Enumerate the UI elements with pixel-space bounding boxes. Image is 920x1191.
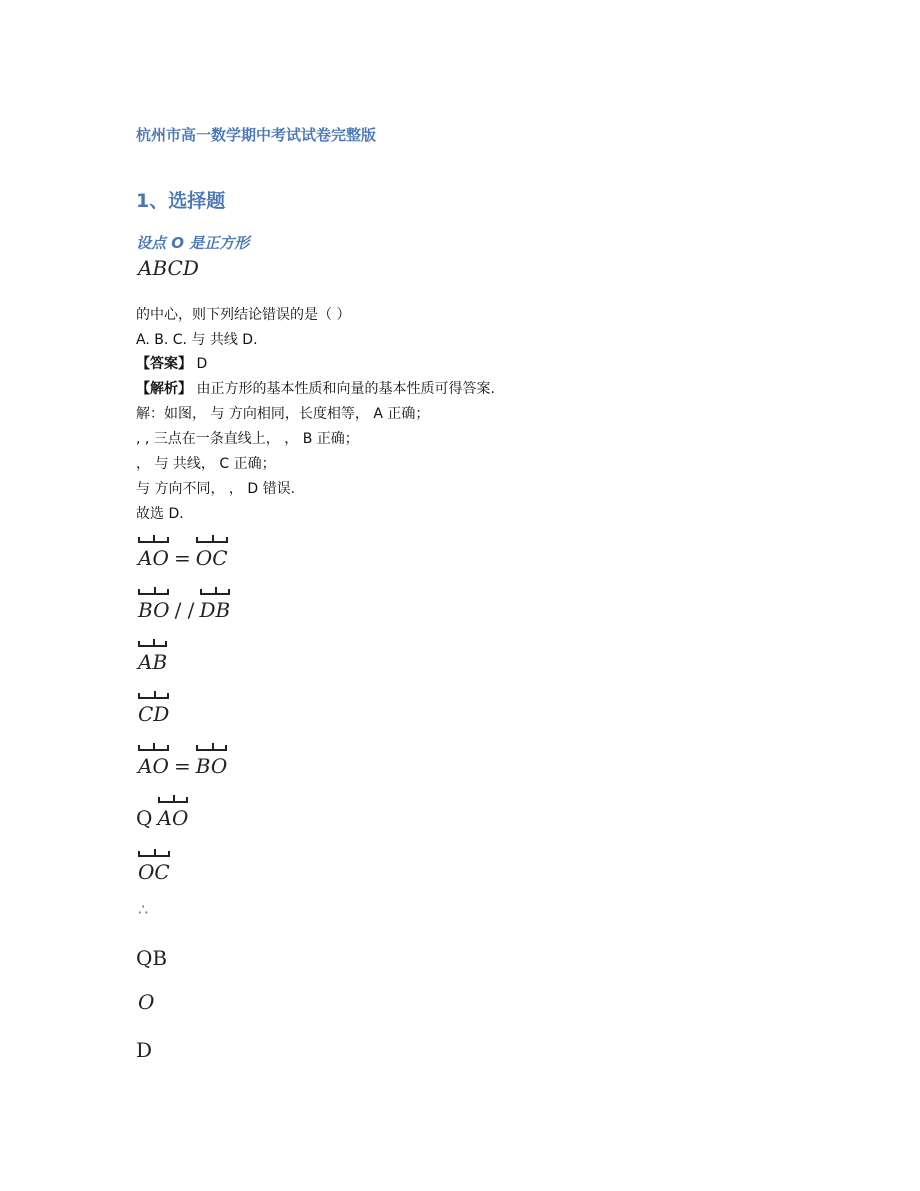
vector-ao: AO <box>138 546 169 570</box>
solution-line: 故选 D. <box>136 506 184 522</box>
vector-cd: CD <box>138 702 169 726</box>
formula-ao-equals-oc <box>138 546 228 570</box>
because-symbol: Q <box>136 806 153 830</box>
analysis-row <box>136 378 495 398</box>
options-line: A. B. C. 与 共线 D. <box>136 332 258 348</box>
formula-o: O <box>138 990 155 1014</box>
therefore-symbol: ∴ <box>138 900 149 919</box>
analysis-label: 【解析】 <box>136 381 192 397</box>
answer-row <box>136 353 207 373</box>
document-title: 杭州市高一数学期中考试试卷完整版 <box>136 126 377 144</box>
formula-ab <box>138 650 167 674</box>
solution-line: 解：如图， 与 方向相同，长度相等， A 正确； <box>136 406 430 422</box>
question-intro: 设点 O 是正方形 <box>136 234 250 252</box>
solution-line: , , 三点在一条直线上， ， B 正确； <box>136 431 359 447</box>
question-text: 的中心，则下列结论错误的是（ ） <box>136 307 351 323</box>
formula-d: D <box>136 1038 153 1062</box>
parallel-sign: / / <box>174 598 195 622</box>
vector-ab: AB <box>138 650 167 674</box>
formula-oc <box>138 860 170 884</box>
vector-oc: OC <box>138 860 170 884</box>
answer-label: 【答案】 <box>136 356 192 372</box>
vector-db: DB <box>200 598 231 622</box>
formula-qb: QB <box>136 946 168 970</box>
vector-bo: BO <box>138 598 169 622</box>
vector-ao: AO <box>138 754 169 778</box>
formula-cd <box>138 702 169 726</box>
formula-ao-equals-bo <box>138 754 227 778</box>
equals-sign: = <box>173 546 191 570</box>
vector-bo: BO <box>196 754 227 778</box>
square-name-formula: ABCD <box>138 256 199 280</box>
formula-bo-parallel-db <box>138 598 230 622</box>
equals-sign: = <box>173 754 191 778</box>
vector-ao: AO <box>158 806 189 830</box>
solution-line: ， 与 共线， C 正确； <box>136 456 276 472</box>
analysis-text: 由正方形的基本性质和向量的基本性质可得答案. <box>196 381 495 397</box>
answer-value: D <box>196 356 208 372</box>
solution-line: 与 方向不同， ， D 错误. <box>136 481 296 497</box>
formula-q-ao <box>136 806 188 830</box>
vector-oc: OC <box>196 546 228 570</box>
section-heading: 1、选择题 <box>136 190 226 212</box>
